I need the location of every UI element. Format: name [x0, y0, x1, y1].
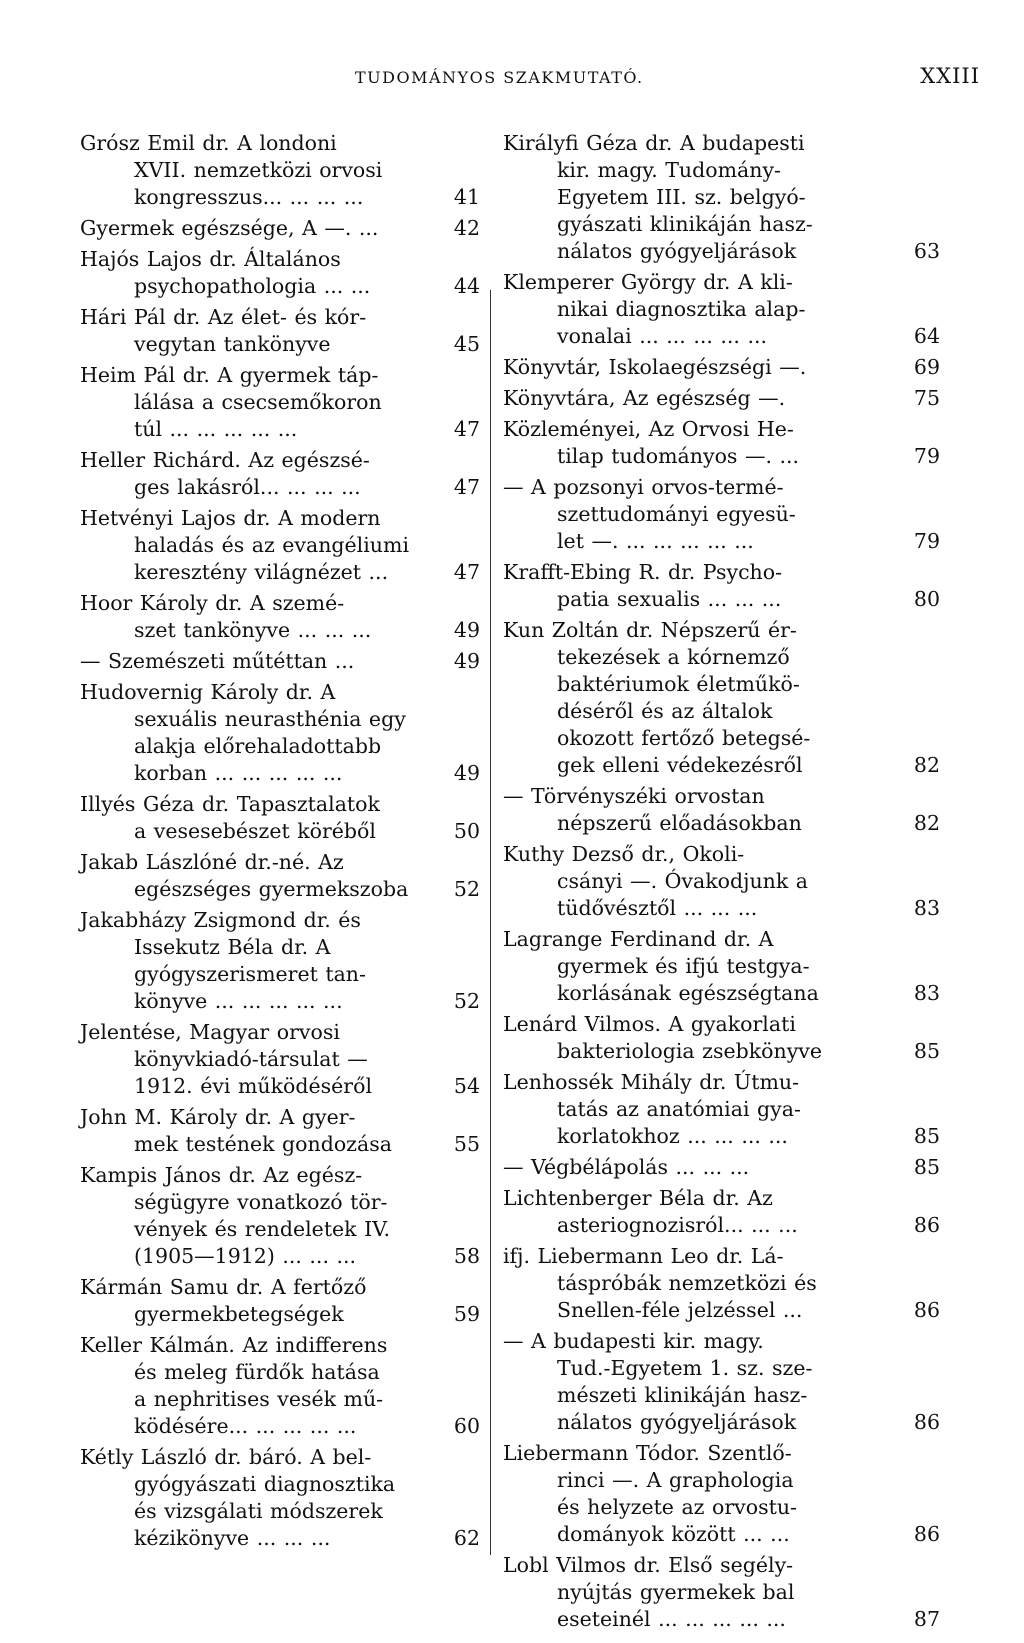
- entry-text-line: gyermek és ifjú testgya-: [557, 954, 810, 978]
- index-entry: [503, 385, 940, 412]
- entry-text-line: (1905—1912) ... ... ...: [134, 1244, 357, 1268]
- entry-text-line: Lagrange Ferdinand dr. A: [503, 927, 774, 951]
- entry-text-line: tüdővésztől ... ... ...: [557, 896, 758, 920]
- index-entry: [80, 791, 480, 845]
- index-entry: [80, 1274, 480, 1328]
- entry-page-number: 52: [453, 877, 480, 901]
- entry-text-line: Kampis János dr. Az egész-: [80, 1163, 363, 1187]
- index-entry: [503, 1011, 940, 1065]
- entry-text-line: korlásának egészségtana: [557, 981, 819, 1005]
- entry-text-line: XVII. nemzetközi orvosi: [134, 158, 383, 182]
- index-entry: [503, 559, 940, 613]
- entry-page-number: 62: [453, 1526, 480, 1550]
- entry-text-line: dományok között ... ...: [557, 1522, 790, 1546]
- entry-page-number: 87: [913, 1607, 940, 1631]
- entry-text-line: Hári Pál dr. Az élet- és kór-: [80, 305, 367, 329]
- entry-page-number: 85: [913, 1124, 940, 1148]
- entry-page-number: 75: [913, 386, 940, 410]
- entry-page-number: 79: [913, 529, 940, 553]
- entry-text-line: baktériumok életműkö-: [557, 672, 800, 696]
- entry-text-line: bakteriologia zsebkönyve: [557, 1039, 822, 1063]
- entry-page-number: 83: [913, 981, 940, 1005]
- entry-page-number: 80: [913, 587, 940, 611]
- index-entry: [503, 783, 940, 837]
- entry-text-line: ségügyre vonatkozó tör-: [134, 1190, 388, 1214]
- entry-text-line: mek testének gondozása: [134, 1132, 392, 1156]
- entry-text-line: csányi —. Óvakodjunk a: [557, 869, 809, 893]
- entry-page-number: 52: [453, 989, 480, 1013]
- index-entry: [503, 1440, 940, 1548]
- index-entry: [80, 648, 480, 675]
- entry-text-line: Jakabházy Zsigmond dr. és: [80, 908, 361, 932]
- entry-text-line: lálása a csecsemőkoron: [134, 390, 382, 414]
- entry-page-number: 82: [913, 811, 940, 835]
- entry-text-line: és vizsgálati módszerek: [134, 1499, 383, 1523]
- entry-text-line: okozott fertőző betegsé-: [557, 726, 811, 750]
- entry-text-line: Lenhossék Mihály dr. Útmu-: [503, 1070, 800, 1094]
- index-entry: [503, 1552, 940, 1633]
- entry-text-line: kézikönyve ... ... ...: [134, 1526, 331, 1550]
- entry-text-line: Kun Zoltán dr. Népszerű ér-: [503, 618, 797, 642]
- index-entry: [80, 1332, 480, 1440]
- entry-page-number: 83: [913, 896, 940, 920]
- index-entry: [80, 130, 480, 211]
- index-entry: [503, 1243, 940, 1324]
- entry-page-number: 55: [453, 1132, 480, 1156]
- entry-text-line: szet tankönyve ... ... ...: [134, 618, 372, 642]
- entry-text-line: népszerű előadásokban: [557, 811, 802, 835]
- entry-text-line: Krafft-Ebing R. dr. Psycho-: [503, 560, 783, 584]
- entry-text-line: Keller Kálmán. Az indifferens: [80, 1333, 388, 1357]
- entry-page-number: 58: [453, 1244, 480, 1268]
- entry-text-line: — Végbélápolás ... ... ...: [503, 1155, 750, 1179]
- index-entry: [503, 1154, 940, 1181]
- index-entry: [80, 1162, 480, 1270]
- entry-text-line: Snellen-féle jelzéssel ...: [557, 1298, 803, 1322]
- index-entry: [503, 416, 940, 470]
- index-entry: [80, 590, 480, 644]
- index-entry: [503, 841, 940, 922]
- entry-text-line: nikai diagnosztika alap-: [557, 297, 806, 321]
- entry-text-line: Hoor Károly dr. A szemé-: [80, 591, 345, 615]
- entry-text-line: let —. ... ... ... ... ...: [557, 529, 754, 553]
- index-entry: [80, 1104, 480, 1158]
- entry-text-line: Kétly László dr. báró. A bel-: [80, 1445, 372, 1469]
- entry-text-line: psychopathologia ... ...: [134, 274, 371, 298]
- running-title: TUDOMÁNYOS SZAKMUTATÓ.: [355, 68, 644, 87]
- entry-text-line: vonalai ... ... ... ... ...: [557, 324, 768, 348]
- index-entry: [503, 354, 940, 381]
- index-entry: [503, 269, 940, 350]
- entry-page-number: 50: [453, 819, 480, 843]
- entry-page-number: 42: [453, 216, 480, 240]
- entry-text-line: szettudományi egyesü-: [557, 502, 796, 526]
- entry-page-number: 69: [913, 355, 940, 379]
- entry-page-number: 64: [913, 324, 940, 348]
- entry-text-line: mészeti klinikáján hasz-: [557, 1383, 808, 1407]
- index-entry: [80, 304, 480, 358]
- entry-text-line: Heim Pál dr. A gyermek táp-: [80, 363, 379, 387]
- index-entry: [503, 130, 940, 265]
- entry-text-line: Közleményei, Az Orvosi He-: [503, 417, 794, 441]
- entry-text-line: könyvkiadó-társulat —: [134, 1047, 368, 1071]
- entry-text-line: John M. Károly dr. A gyer-: [80, 1105, 356, 1129]
- entry-page-number: 49: [453, 618, 480, 642]
- entry-text-line: tatás az anatómiai gya-: [557, 1097, 801, 1121]
- index-entry: [80, 362, 480, 443]
- entry-text-line: kir. magy. Tudomány-: [557, 158, 781, 182]
- entry-page-number: 60: [453, 1414, 480, 1438]
- entry-page-number: 45: [453, 332, 480, 356]
- entry-page-number: 85: [913, 1155, 940, 1179]
- index-entry: [80, 215, 480, 242]
- entry-text-line: Könyvtára, Az egészség —.: [503, 386, 786, 410]
- entry-page-number: 47: [453, 475, 480, 499]
- entry-text-line: gyermekbetegségek: [134, 1302, 344, 1326]
- index-entry: [80, 1444, 480, 1552]
- entry-text-line: Jelentése, Magyar orvosi: [80, 1020, 340, 1044]
- entry-text-line: Klemperer György dr. A kli-: [503, 270, 793, 294]
- entry-text-line: ges lakásról... ... ... ...: [134, 475, 361, 499]
- entry-text-line: korlatokhoz ... ... ... ...: [557, 1124, 788, 1148]
- index-entry: [503, 1328, 940, 1436]
- entry-text-line: gyógyszerismeret tan-: [134, 962, 366, 986]
- index-column-left: [80, 130, 480, 1556]
- entry-text-line: Gyermek egészsége, A —. ...: [80, 216, 379, 240]
- index-entry: [80, 1019, 480, 1100]
- entry-text-line: eseteinél ... ... ... ... ...: [557, 1607, 786, 1631]
- entry-text-line: sexuális neurasthénia egy: [134, 707, 406, 731]
- index-entry: [80, 505, 480, 586]
- entry-page-number: 82: [913, 753, 940, 777]
- entry-text-line: Lobl Vilmos dr. Első segély-: [503, 1553, 794, 1577]
- entry-text-line: nyújtás gyermekek bal: [557, 1580, 795, 1604]
- entry-text-line: a nephritises vesék mű-: [134, 1387, 384, 1411]
- index-entry: [503, 1185, 940, 1239]
- entry-text-line: 1912. évi működéséről: [134, 1074, 373, 1098]
- entry-text-line: Illyés Géza dr. Tapasztalatok: [80, 792, 380, 816]
- entry-text-line: Királyfi Géza dr. A budapesti: [503, 131, 805, 155]
- entry-text-line: keresztény világnézet ...: [134, 560, 389, 584]
- entry-page-number: 44: [453, 274, 480, 298]
- index-entry: [80, 447, 480, 501]
- entry-text-line: Kármán Samu dr. A fertőző: [80, 1275, 367, 1299]
- entry-page-number: 41: [453, 185, 480, 209]
- entry-text-line: gyászati klinikáján hasz-: [557, 212, 813, 236]
- index-entry: [503, 617, 940, 779]
- entry-text-line: Lichtenberger Béla dr. Az: [503, 1186, 773, 1210]
- entry-text-line: — A budapesti kir. magy.: [503, 1329, 764, 1353]
- entry-text-line: haladás és az evangéliumi: [134, 533, 409, 557]
- entry-text-line: déséről és az általok: [557, 699, 773, 723]
- entry-page-number: 79: [913, 444, 940, 468]
- entry-text-line: Issekutz Béla dr. A: [134, 935, 331, 959]
- entry-text-line: és helyzete az orvostu-: [557, 1495, 797, 1519]
- index-column-right: [503, 130, 940, 1637]
- entry-text-line: vegytan tankönyve: [134, 332, 331, 356]
- entry-text-line: Kuthy Dezső dr., Okoli-: [503, 842, 745, 866]
- entry-page-number: 59: [453, 1302, 480, 1326]
- entry-page-number: 47: [453, 560, 480, 584]
- index-entry: [503, 926, 940, 1007]
- entry-text-line: ifj. Liebermann Leo dr. Lá-: [503, 1244, 784, 1268]
- page-header: [0, 62, 1024, 92]
- entry-text-line: Liebermann Tódor. Szentlő-: [503, 1441, 792, 1465]
- entry-text-line: túl ... ... ... ... ...: [134, 417, 298, 441]
- entry-page-number: 86: [913, 1410, 940, 1434]
- index-entry: [80, 679, 480, 787]
- entry-text-line: patia sexualis ... ... ...: [557, 587, 782, 611]
- entry-page-number: 86: [913, 1522, 940, 1546]
- entry-text-line: Könyvtár, Iskolaegészségi —.: [503, 355, 807, 379]
- entry-page-number: 63: [913, 239, 940, 263]
- entry-text-line: Hajós Lajos dr. Általános: [80, 247, 341, 271]
- index-entry: [503, 1069, 940, 1150]
- entry-text-line: gyógyászati diagnosztika: [134, 1472, 396, 1496]
- entry-text-line: Hudovernig Károly dr. A: [80, 680, 336, 704]
- entry-text-line: és meleg fürdők hatása: [134, 1360, 380, 1384]
- entry-text-line: kongresszus... ... ... ...: [134, 185, 364, 209]
- entry-text-line: Hetvényi Lajos dr. A modern: [80, 506, 381, 530]
- page-number: XXIII: [920, 64, 980, 88]
- entry-page-number: 49: [453, 649, 480, 673]
- entry-text-line: egészséges gyermekszoba: [134, 877, 409, 901]
- entry-text-line: Heller Richárd. Az egészsé-: [80, 448, 370, 472]
- index-entry: [503, 474, 940, 555]
- entry-text-line: a vesesebészet köréből: [134, 819, 376, 843]
- entry-text-line: asteriognozisról... ... ...: [557, 1213, 798, 1237]
- column-divider: [490, 290, 491, 1555]
- entry-page-number: 86: [913, 1298, 940, 1322]
- entry-page-number: 54: [453, 1074, 480, 1098]
- entry-page-number: 49: [453, 761, 480, 785]
- entry-text-line: ködésére... ... ... ... ...: [134, 1414, 357, 1438]
- entry-text-line: nálatos gyógyeljárások: [557, 239, 797, 263]
- entry-text-line: korban ... ... ... ... ...: [134, 761, 343, 785]
- entry-text-line: Tud.-Egyetem 1. sz. sze-: [557, 1356, 813, 1380]
- entry-text-line: Grósz Emil dr. A londoni: [80, 131, 337, 155]
- entry-text-line: tilap tudományos —. ...: [557, 444, 800, 468]
- entry-text-line: Egyetem III. sz. belgyó-: [557, 185, 806, 209]
- entry-text-line: alakja előrehaladottabb: [134, 734, 382, 758]
- entry-text-line: — A pozsonyi orvos-termé-: [503, 475, 784, 499]
- entry-page-number: 86: [913, 1213, 940, 1237]
- entry-text-line: nálatos gyógyeljárások: [557, 1410, 797, 1434]
- index-entry: [80, 907, 480, 1015]
- entry-text-line: — Törvényszéki orvostan: [503, 784, 765, 808]
- entry-page-number: 47: [453, 417, 480, 441]
- index-entry: [80, 246, 480, 300]
- entry-text-line: tekezések a kórnemző: [557, 645, 790, 669]
- entry-text-line: Lenárd Vilmos. A gyakorlati: [503, 1012, 796, 1036]
- entry-text-line: gek elleni védekezésről: [557, 753, 803, 777]
- entry-page-number: 85: [913, 1039, 940, 1063]
- entry-text-line: vények és rendeletek IV.: [134, 1217, 390, 1241]
- entry-text-line: táspróbák nemzetközi és: [557, 1271, 817, 1295]
- entry-text-line: rinci —. A graphologia: [557, 1468, 794, 1492]
- entry-text-line: Jakab Lászlóné dr.-né. Az: [80, 850, 344, 874]
- entry-text-line: — Szemészeti műtéttan ...: [80, 649, 355, 673]
- index-entry: [80, 849, 480, 903]
- entry-text-line: könyve ... ... ... ... ...: [134, 989, 343, 1013]
